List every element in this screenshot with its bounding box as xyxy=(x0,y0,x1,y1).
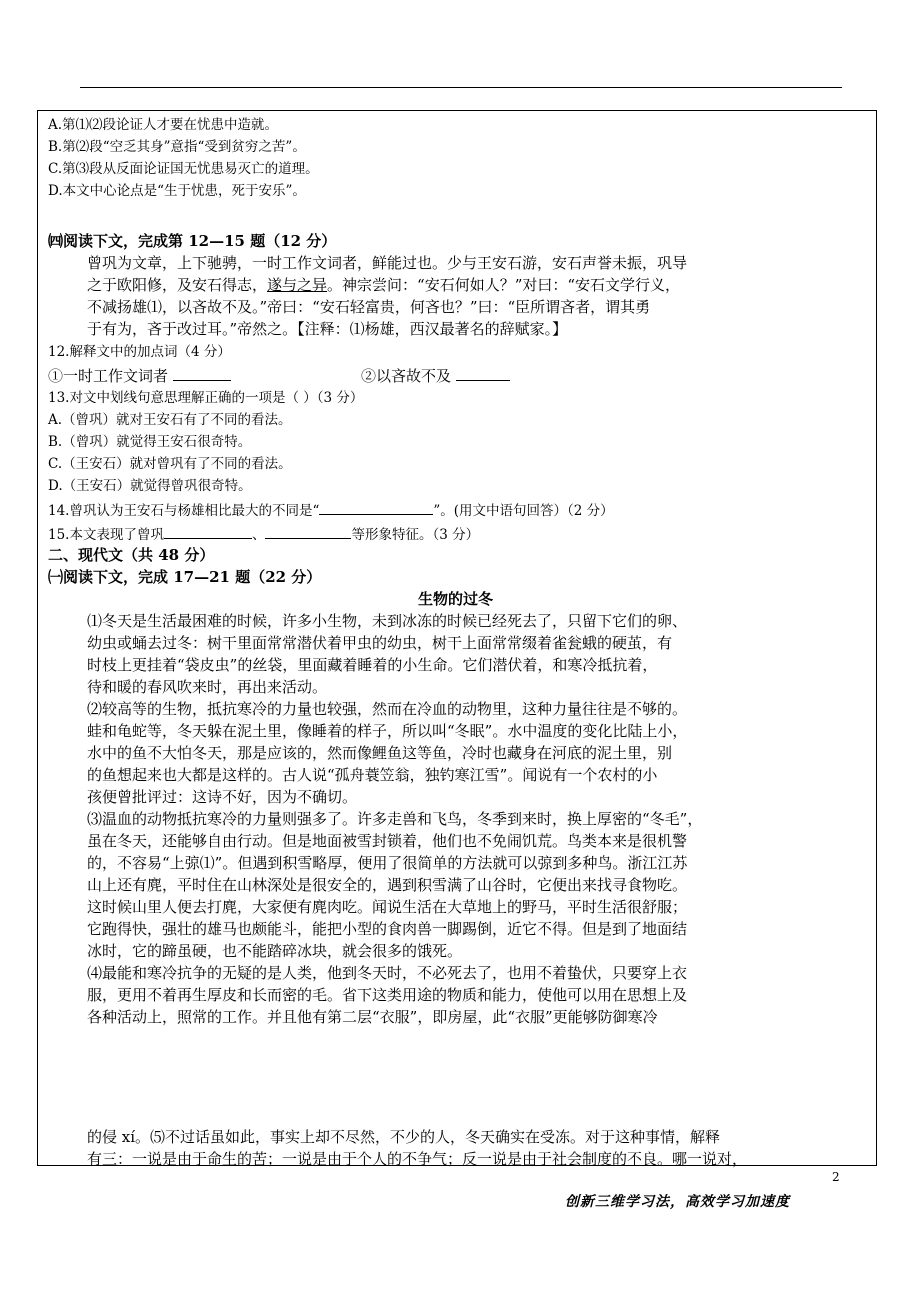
q13-option-a: A.（曾巩）就对王安石有了不同的看法。 xyxy=(48,412,292,428)
article-line: 它跑得快，强壮的雄马也颇能斗，能把小型的食肉兽一脚踢倒，近它不得。但是到了地面结 xyxy=(87,920,688,938)
article-line: 各种活动上，照常的工作。并且他有第二层“衣服”，即房屋，此“衣服”更能够防御寒冷 xyxy=(87,1008,658,1026)
passage-line: 之于欧阳修，及安石得志，遂与之异。神宗尝问：“安石何如人？”对曰：“安石文学行义， xyxy=(87,276,681,294)
article-line: 的鱼想起来也大都是这样的。古人说“孤舟蓑笠翁，独钓寒江雪”。闻说有一个农村的小 xyxy=(87,766,658,784)
article-line: 服，更用不着再生厚皮和长而密的毛。省下这类用途的物质和能力，使他可以用在思想上及 xyxy=(87,986,688,1004)
article-line: 水中的鱼不大怕冬天，那是应该的，然而像鲤鱼这等鱼，冷时也藏身在河底的泥土里，别 xyxy=(87,744,673,762)
underlined-sentence: 遂与之异 xyxy=(267,276,328,294)
answer-blank[interactable] xyxy=(164,524,252,539)
article-line: 时枝上更挂着“袋皮虫”的丝袋，里面藏着睡着的小生命。它们潜伏着，和寒冷抵抗着， xyxy=(87,656,658,674)
passage-line: 曾巩为文章，上下驰骋，一时工作文词者，鲜能过也。少与王安石游，安石声誉未振，巩导 xyxy=(87,254,688,272)
passage-line: 不减扬雄⑴，以吝故不及。”帝曰：“安石轻富贵，何吝也？”曰：“臣所谓吝者，谓其勇 xyxy=(87,298,651,316)
article-line: 有三：一说是由于命生的苦；一说是由于个人的不争气；反一说是由于社会制度的不良。哪一说对， xyxy=(87,1150,748,1168)
footer-slogan: 创新三维学习法，高效学习加速度 xyxy=(565,1194,790,1210)
article-line: 的，不容易“上弶⑴”。但遇到积雪略厚，便用了很简单的方法就可以弶到多种鸟。浙江江苏 xyxy=(87,854,688,872)
article-line: 的侵 xí。⑸不过话虽如此，事实上却不尽然，不少的人，冬天确实在受冻。对于这种事情，解释 xyxy=(87,1128,721,1146)
q13-option-c: C.（王安石）就对曾巩有了不同的看法。 xyxy=(48,456,292,472)
q14-text: 14.曾巩认为王安石与杨雄相比最大的不同是“ ”。(用文中语句回答）（2 分） xyxy=(48,500,614,520)
q13-option-d: D.（王安石）就觉得曾巩很奇特。 xyxy=(48,478,252,494)
header-rule xyxy=(80,87,842,88)
option-b: B.第⑵段“空乏其身”意指“受到贫穷之苦”。 xyxy=(48,139,306,155)
passage-line: 于有为，吝于改过耳。”帝然之。【注释：⑴杨雄，西汉最著名的辞赋家。】 xyxy=(87,320,568,338)
option-c: C.第⑶段从反面论证国无忧患易灭亡的道理。 xyxy=(48,161,319,177)
answer-blank[interactable] xyxy=(173,366,231,381)
article-line: 幼虫或蛹去过冬：树干里面常常潜伏着甲虫的幼虫，树干上面常常缀着雀瓮蛾的硬茧，有 xyxy=(87,634,673,652)
article-title: 生物的过冬 xyxy=(418,590,494,608)
q15-text: 15.本文表现了曾巩 、 等形象特征。（3 分） xyxy=(48,524,479,544)
article-line: 待和暖的春风吹来时，再出来活动。 xyxy=(87,678,328,696)
q12-text: 12.解释文中的加点词（4 分） xyxy=(48,344,231,360)
option-a: A.第⑴⑵段论证人才要在忧患中造就。 xyxy=(48,117,279,133)
article-line: 孩便曾批评过：这诗不好，因为不确切。 xyxy=(87,788,358,806)
article-line: ⑶温血的动物抵抗寒冷的力量则强多了。许多走兽和飞鸟，冬季到来时，换上厚密的“冬毛”， xyxy=(87,810,703,828)
part2-subtitle: ㈠阅读下文，完成 17—21 题（22 分） xyxy=(48,568,322,586)
q12-item1: ①一时工作文词者 xyxy=(48,366,231,385)
answer-blank[interactable] xyxy=(265,524,351,539)
article-line: ⑷最能和寒冷抗争的无疑的是人类，他到冬天时，不必死去了，也用不着蛰伏，只要穿上衣 xyxy=(87,964,688,982)
article-line: 冰时，它的蹄虽硬，也不能踏碎冰块，就会很多的饿死。 xyxy=(87,942,463,960)
article-line: ⑵较高等的生物，抵抗寒冷的力量也较强，然而在冷血的动物里，这种力量往往是不够的。 xyxy=(87,700,688,718)
q13-text: 13.对文中划线句意思理解正确的一项是（ ）（3 分） xyxy=(48,390,364,406)
article-line: 这时候山里人便去打麂，大家便有麂肉吃。闻说生活在大草地上的野马，平时生活很舒服； xyxy=(87,898,688,916)
article-line: ⑴冬天是生活最困难的时候，许多小生物，未到冰冻的时候已经死去了，只留下它们的卵、 xyxy=(87,612,688,630)
article-line: 蛙和龟蛇等，冬天躲在泥土里，像睡着的样子，所以叫“冬眠”。水中温度的变化比陆上小， xyxy=(87,722,688,740)
part2-title: 二、现代文（共 48 分） xyxy=(48,546,215,564)
section4-title: ㈣阅读下文，完成第 12—15 题（12 分） xyxy=(48,232,337,250)
q12-item2: ②以吝故不及 xyxy=(361,366,510,385)
answer-blank[interactable] xyxy=(456,366,510,381)
q13-option-b: B.（曾巩）就觉得王安石很奇特。 xyxy=(48,434,252,450)
page-number: 2 xyxy=(832,1170,840,1184)
article-line: 虽在冬天，还能够自由行动。但是地面被雪封锁着，他们也不免闹饥荒。鸟类本来是很机警 xyxy=(87,832,688,850)
option-d: D.本文中心论点是“生于忧患，死于安乐”。 xyxy=(48,183,306,199)
article-line: 山上还有麂，平时住在山林深处是很安全的，遇到积雪满了山谷时，它便出来找寻食物吃。 xyxy=(87,876,688,894)
answer-blank[interactable] xyxy=(319,500,433,515)
